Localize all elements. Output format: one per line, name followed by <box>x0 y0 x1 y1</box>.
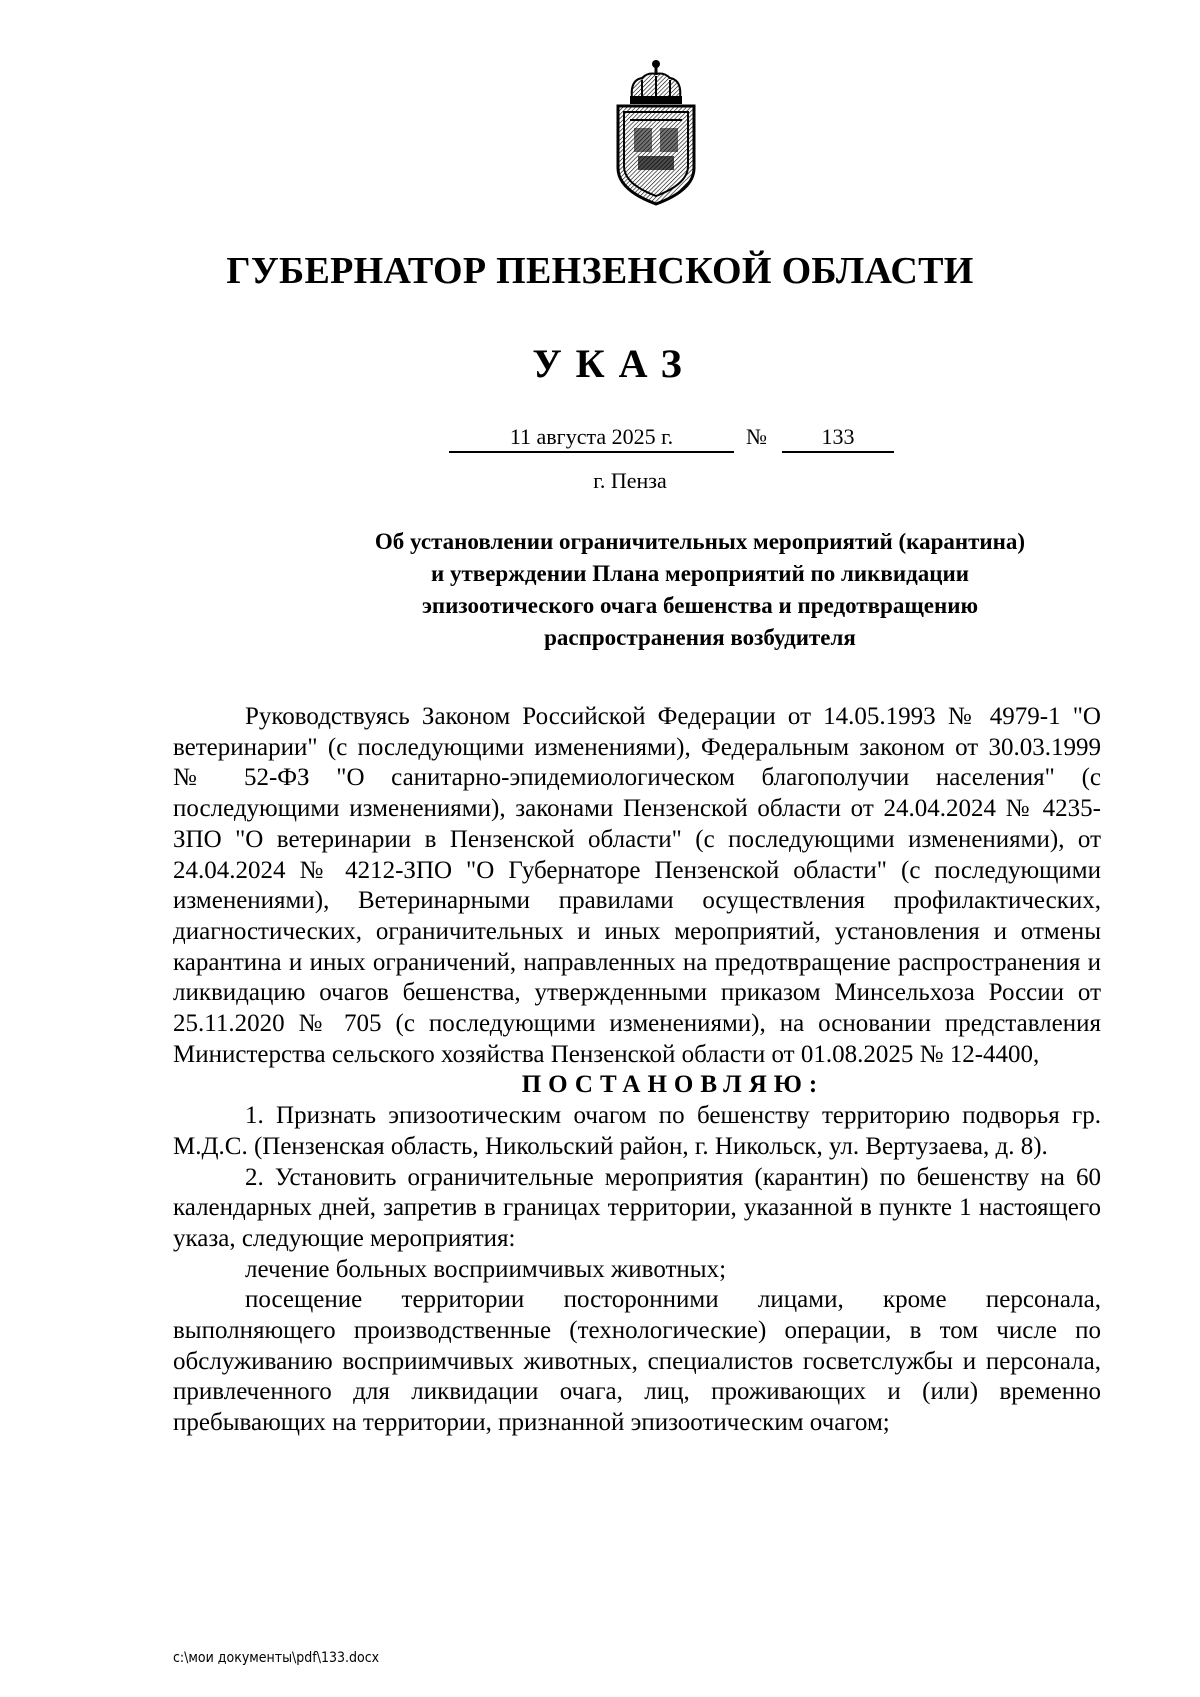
subject-line: и утверждении Плана мероприятий по ликвидации <box>431 561 969 586</box>
issuing-authority-title: ГУБЕРНАТОР ПЕНЗЕНСКОЙ ОБЛАСТИ <box>226 250 974 292</box>
restriction-item: лечение больных восприимчивых животных; <box>245 1255 727 1283</box>
preamble-paragraph: Руководствуясь Законом Российской Федерации от 14.05.1993 № 4979-1 "О ветеринарии" (с последующими изменениями), Федеральным законом от 30.03.1999 № 52-ФЗ "О санитарно-эпидемиологическом благополучии населения" (с последующими изменениями), законами Пензенской области от 24.04.2024 № 4235-ЗПО "О ветеринарии в Пензенской области" (с последующими изменениями), от 24.04.2024 № 4212-ЗПО "О Губернаторе Пензенской области" (с последующими изменениями), Ветеринарными правилами осуществления профилактических, диагностических, ограничительных и иных мероприятий, установления и отмены карантина и иных ограничений, направленных на предотвращение распространения и ликвидацию очагов бешенства, утвержденными приказом Минсельхоза России от 25.11.2020 № 705 (с последующими изменениями), на основании представления Министерства сельского хозяйства Пензенской области от 01.08.2025 № 12-4400, <box>173 703 1101 1068</box>
issuing-city: г. Пенза <box>593 468 667 493</box>
decree-date: 11 августа 2025 г. <box>449 423 734 453</box>
date-number-line <box>0 423 1200 457</box>
decree-item-1: 1. Признать эпизоотическим очагом по бешенству территорию подворья гр. М.Д.С. (Пензенская область, Никольский район, г. Никольск, ул. Вертузаева, д. 8). <box>173 1102 1101 1160</box>
decree-number: 133 <box>782 423 894 453</box>
decree-item-2: 2. Установить ограничительные мероприятия (карантин) по бешенству на 60 календарных дней, запретив в границах территории, указанной в пункте 1 настоящего указа, следующие мероприятия: <box>173 1163 1101 1252</box>
document-type-title: УКАЗ <box>532 341 696 386</box>
subject-line: эпизоотического очага бешенства и предотвращению <box>421 593 979 618</box>
subject-line: Об установлении ограничительных мероприятий (карантина) <box>374 529 1026 554</box>
decree-body <box>173 702 1101 1439</box>
decree-resolution-word: ПОСТАНОВЛЯЮ: <box>521 1071 825 1099</box>
subject-line: распространения возбудителя <box>544 625 856 650</box>
restriction-item: посещение территории посторонними лицами, кроме персонала, выполняющего производственные (технологические) операции, в том числе по обслуживанию восприимчивых животных, специалистов госветслужбы и персонала, привлеченного для ликвидации очага, лиц, проживающих и (или) временно пребывающих на территории, признанной эпизоотическим очагом; <box>173 1286 1101 1437</box>
number-sign-label: № <box>746 424 767 449</box>
file-path-footer: c:\мои документы\pdf\133.docx <box>173 1650 380 1666</box>
coat-of-arms-emblem <box>608 58 704 208</box>
decree-subject-heading <box>260 526 1140 654</box>
